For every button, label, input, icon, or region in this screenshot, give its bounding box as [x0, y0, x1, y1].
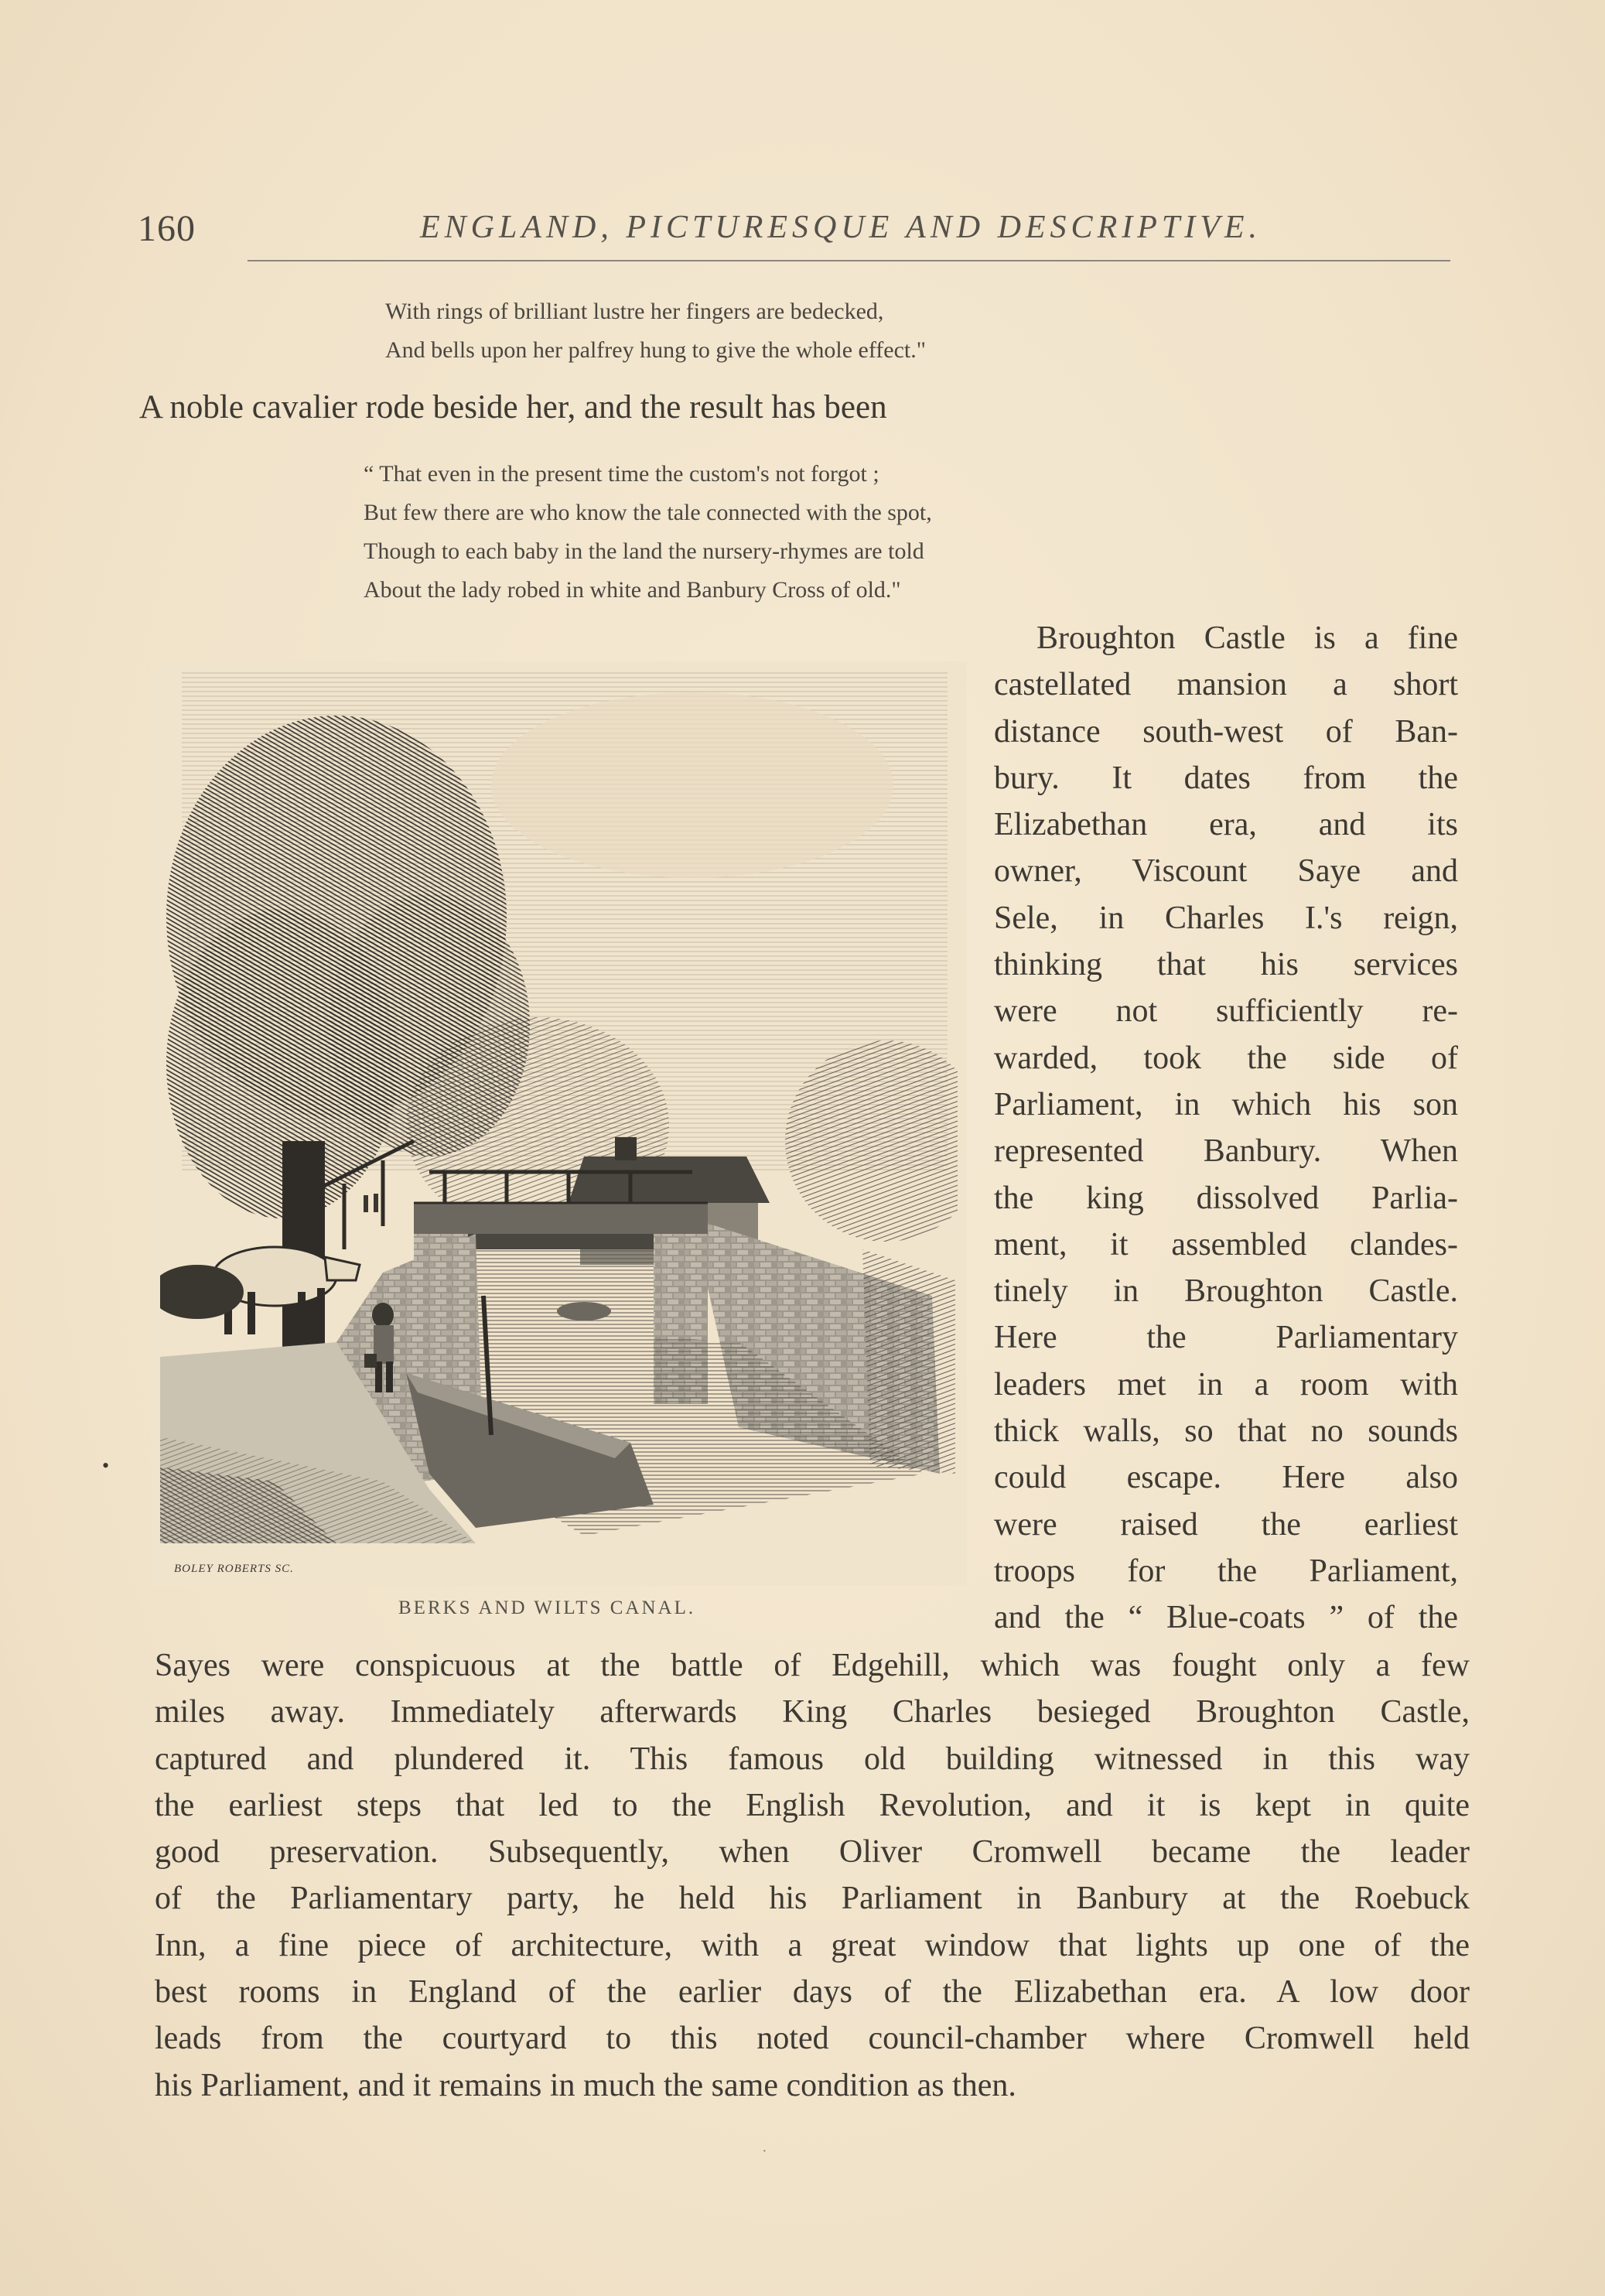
verse-stanza-two: [364, 455, 932, 610]
text-line: Broughton Castle is a fine: [1036, 620, 1458, 656]
text-line: leads from the courtyard to this noted council-chamber where Cromwell held: [155, 2021, 1470, 2057]
text-line: troops for the Parliament,: [994, 1553, 1458, 1589]
verse-stanza-one: [385, 292, 926, 370]
text-line: castellated mansion a short: [994, 667, 1458, 703]
page-speck: •: [102, 1454, 110, 1477]
text-line: thick walls, so that no sounds: [994, 1413, 1458, 1450]
verse-line: About the lady robed in white and Banbury Cross of old.": [364, 577, 901, 603]
text-line: his Parliament, and it remains in much the same condition as then.: [155, 2067, 1016, 2103]
text-line: Parliament, in which his son: [994, 1086, 1458, 1122]
text-line: thinking that his services: [994, 947, 1458, 983]
text-line: Elizabethan era, and its: [994, 807, 1458, 843]
text-line: the earliest steps that led to the English Revolution, and it is kept in quite: [155, 1787, 1470, 1823]
text-line: Inn, a fine piece of architecture, with a great window that lights up one of the: [155, 1927, 1470, 1963]
text-line: miles away. Immediately afterwards King Charles besieged Broughton Castle,: [155, 1694, 1470, 1731]
text-line: best rooms in England of the earlier days of the Elizabethan era. A low door: [155, 1974, 1470, 2011]
text-line: Sayes were conspicuous at the battle of Edgehill, which was fought only a few: [155, 1648, 1470, 1683]
text-line: owner, Viscount Saye and: [994, 853, 1458, 890]
text-line: the king dissolved Parlia-: [994, 1180, 1458, 1216]
text-line: tinely in Broughton Castle.: [994, 1273, 1458, 1310]
canal-engraving: [151, 661, 967, 1586]
text-line: distance south-west of Ban-: [994, 713, 1458, 750]
verse-line: With rings of brilliant lustre her fingers are bedecked,: [385, 299, 884, 324]
page-number: 160: [138, 208, 196, 249]
text-line: were raised the earliest: [994, 1506, 1458, 1543]
text-line: could escape. Here also: [994, 1460, 1458, 1496]
full-width-text: [155, 1642, 1470, 2109]
text-line: bury. It dates from the: [994, 760, 1458, 796]
page-speck: ·: [762, 2143, 767, 2160]
page-header: [138, 207, 1453, 261]
text-line: of the Parliamentary party, he held his Parliament in Banbury at the Roebuck: [155, 1881, 1470, 1917]
text-line: ment, it assembled clandes-: [994, 1226, 1458, 1262]
figure-caption: BERKS AND WILTS CANAL.: [398, 1597, 696, 1618]
verse-line: Though to each baby in the land the nursery-rhymes are told: [364, 538, 924, 564]
text-line: warded, took the side of: [994, 1040, 1458, 1076]
running-head: ENGLAND, PICTURESQUE AND DESCRIPTIVE.: [420, 210, 1262, 245]
text-line: Sele, in Charles I.'s reign,: [994, 900, 1458, 936]
text-line: were not sufficiently re-: [994, 993, 1458, 1030]
verse-line: But few there are who know the tale connected with the spot,: [364, 500, 932, 525]
text-line: leaders met in a room with: [994, 1366, 1458, 1403]
header-rule: [248, 260, 1450, 261]
text-line: Here the Parliamentary: [994, 1320, 1458, 1356]
verse-line: “ That even in the present time the custom's not forgot ;: [364, 461, 879, 487]
side-column-text: [994, 615, 1458, 1642]
text-line: and the “ Blue-coats ” of the: [994, 1600, 1458, 1636]
prose-line: A noble cavalier rode beside her, and the result has been: [139, 389, 887, 425]
engraver-signature: BOLEY ROBERTS SC.: [174, 1563, 294, 1575]
text-line: captured and plundered it. This famous old building witnessed in this way: [155, 1741, 1470, 1777]
text-line: good preservation. Subsequently, when Oliver Cromwell became the leader: [155, 1834, 1470, 1871]
text-line: represented Banbury. When: [994, 1133, 1458, 1170]
verse-line: And bells upon her palfrey hung to give the whole effect.": [385, 337, 926, 363]
